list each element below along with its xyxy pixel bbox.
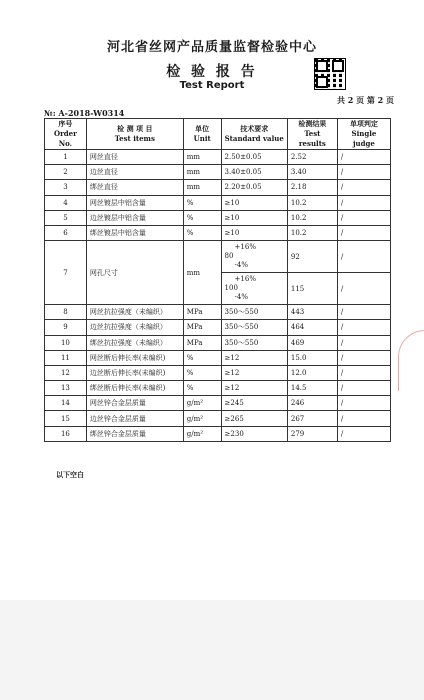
cell-judge: / xyxy=(337,305,390,320)
cell-unit: MPa xyxy=(183,320,221,335)
cell-standard: 2.20±0.05 xyxy=(221,180,287,195)
cell-item: 网丝抗拉强度（未编织） xyxy=(86,305,183,320)
page-background xyxy=(0,600,424,700)
cell-standard: 350～550 xyxy=(221,335,287,350)
table-header-row xyxy=(45,119,391,150)
cell-no: 10 xyxy=(45,335,87,350)
table-row xyxy=(45,195,391,210)
cell-no: 3 xyxy=(45,180,87,195)
cell-item: 绑丝镀层中铝含量 xyxy=(86,225,183,240)
cell-judge: / xyxy=(337,365,390,380)
qr-code-icon xyxy=(314,58,346,90)
blank-below-note: 以下空白 xyxy=(56,470,84,479)
tolerance-plus: +16% xyxy=(234,275,256,284)
cell-judge: / xyxy=(337,180,390,195)
cell-result: 10.2 xyxy=(287,210,337,225)
cell-no: 14 xyxy=(45,396,87,411)
cell-unit: mm xyxy=(183,165,221,180)
cell-result: 10.2 xyxy=(287,225,337,240)
table-row xyxy=(45,426,391,441)
cell-judge: / xyxy=(337,381,390,396)
cell-item: 边丝断后伸长率(未编织) xyxy=(86,365,183,380)
cell-no: 4 xyxy=(45,195,87,210)
cell-result: 267 xyxy=(287,411,337,426)
cell-standard: ≥245 xyxy=(221,396,287,411)
table-row xyxy=(45,381,391,396)
cell-unit: % xyxy=(183,350,221,365)
cell-unit: g/m² xyxy=(183,411,221,426)
cell-no: 9 xyxy=(45,320,87,335)
cell-standard: ≥265 xyxy=(221,411,287,426)
cell-result: 464 xyxy=(287,320,337,335)
tolerance-plus: +16% xyxy=(234,243,256,252)
cell-unit: % xyxy=(183,195,221,210)
cell-standard: ≥12 xyxy=(221,381,287,396)
cell-unit: % xyxy=(183,225,221,240)
cell-judge: / xyxy=(337,165,390,180)
cell-item: 网丝断后伸长率(未编织) xyxy=(86,350,183,365)
header-result: 检测结果 Test results xyxy=(287,119,337,150)
cell-item: 网丝镀层中铝含量 xyxy=(86,195,183,210)
cell-judge: / xyxy=(337,426,390,441)
cell-item: 边丝直径 xyxy=(86,165,183,180)
cell-result: 469 xyxy=(287,335,337,350)
cell-no: 7 xyxy=(45,241,87,305)
cell-judge: / xyxy=(337,320,390,335)
cell-result: 3.40 xyxy=(287,165,337,180)
cell-unit: g/m² xyxy=(183,426,221,441)
cell-judge: / xyxy=(337,195,390,210)
cell-judge: / xyxy=(337,273,390,305)
cell-standard: ≥12 xyxy=(221,365,287,380)
table-row xyxy=(45,180,391,195)
cell-item: 绑丝抗拉强度（未编织） xyxy=(86,335,183,350)
cell-unit: % xyxy=(183,365,221,380)
cell-unit: mm xyxy=(183,241,221,305)
cell-item: 绑丝断后伸长率(未编织) xyxy=(86,381,183,396)
nominal-value: 80 xyxy=(224,252,234,261)
cell-unit: MPa xyxy=(183,335,221,350)
tolerance-minus: -4% xyxy=(234,261,249,270)
table-row xyxy=(45,210,391,225)
cell-item: 边丝锌合金层质量 xyxy=(86,411,183,426)
table-row xyxy=(45,150,391,165)
cell-judge: / xyxy=(337,396,390,411)
tolerance-minus: -4% xyxy=(234,293,249,302)
cell-standard: 350～550 xyxy=(221,305,287,320)
cell-item: 边丝镀层中铝含量 xyxy=(86,210,183,225)
nominal-value: 100 xyxy=(224,284,238,293)
cell-standard: ≥12 xyxy=(221,350,287,365)
cell-unit: mm xyxy=(183,180,221,195)
cell-item: 绑丝锌合金层质量 xyxy=(86,426,183,441)
table-row xyxy=(45,365,391,380)
cell-item: 绑丝直径 xyxy=(86,180,183,195)
cell-item: 边丝抗拉强度（未编织） xyxy=(86,320,183,335)
cell-no: 2 xyxy=(45,165,87,180)
cell-unit: % xyxy=(183,381,221,396)
table-row xyxy=(45,335,391,350)
header-order: 序号 Order No. xyxy=(45,119,87,150)
cell-judge: / xyxy=(337,210,390,225)
table-row xyxy=(45,165,391,180)
cell-result: 12.0 xyxy=(287,365,337,380)
table-row xyxy=(45,241,391,273)
cell-result: 10.2 xyxy=(287,195,337,210)
cell-judge: / xyxy=(337,241,390,273)
cell-no: 6 xyxy=(45,225,87,240)
cell-no: 1 xyxy=(45,150,87,165)
cell-unit: g/m² xyxy=(183,396,221,411)
cell-no: 5 xyxy=(45,210,87,225)
table-row xyxy=(45,305,391,320)
cell-no: 11 xyxy=(45,350,87,365)
cell-unit: % xyxy=(183,210,221,225)
test-results-table xyxy=(44,118,391,442)
report-title-en: Test Report xyxy=(179,80,245,91)
cell-unit: MPa xyxy=(183,305,221,320)
cell-no: 15 xyxy=(45,411,87,426)
header-judge: 单项判定 Single judge xyxy=(337,119,390,150)
cell-result: 2.52 xyxy=(287,150,337,165)
report-title-cn: 检 验 报 告 xyxy=(166,64,258,80)
page-info: 共 2 页 第 2 页 xyxy=(336,95,394,105)
cell-result: 92 xyxy=(287,241,337,273)
cell-judge: / xyxy=(337,411,390,426)
cell-no: 13 xyxy=(45,381,87,396)
cell-result: 14.5 xyxy=(287,381,337,396)
cell-judge: / xyxy=(337,150,390,165)
cell-standard: 3.40±0.05 xyxy=(221,165,287,180)
cell-standard: ≥10 xyxy=(221,210,287,225)
cell-no: 8 xyxy=(45,305,87,320)
cell-standard: ≥10 xyxy=(221,225,287,240)
cell-standard xyxy=(221,241,287,273)
cell-judge: / xyxy=(337,335,390,350)
cell-standard: ≥230 xyxy=(221,426,287,441)
cell-judge: / xyxy=(337,350,390,365)
header-standard: 技术要求 Standard value xyxy=(221,119,287,150)
header-unit: 单位 Unit xyxy=(183,119,221,150)
organization-name: 河北省丝网产品质量监督检验中心 xyxy=(106,40,317,55)
header-item: 检 测 项 目 Test items xyxy=(86,119,183,150)
table-row xyxy=(45,225,391,240)
cell-judge: / xyxy=(337,225,390,240)
cell-result: 2.18 xyxy=(287,180,337,195)
cell-item: 网丝直径 xyxy=(86,150,183,165)
cell-standard: ≥10 xyxy=(221,195,287,210)
cell-result: 279 xyxy=(287,426,337,441)
report-number: №: A-2018-W0314 xyxy=(44,108,125,118)
cell-result: 15.0 xyxy=(287,350,337,365)
cell-item: 网丝锌合金层质量 xyxy=(86,396,183,411)
cell-standard: 2.50±0.05 xyxy=(221,150,287,165)
cell-standard xyxy=(221,273,287,305)
cell-result: 246 xyxy=(287,396,337,411)
cell-item: 网孔尺寸 xyxy=(86,241,183,305)
table-row xyxy=(45,411,391,426)
cell-result: 443 xyxy=(287,305,337,320)
cell-no: 12 xyxy=(45,365,87,380)
cell-standard: 350～550 xyxy=(221,320,287,335)
table-row xyxy=(45,396,391,411)
table-row xyxy=(45,350,391,365)
cell-result: 115 xyxy=(287,273,337,305)
table-row xyxy=(45,320,391,335)
cell-unit: mm xyxy=(183,150,221,165)
cell-no: 16 xyxy=(45,426,87,441)
